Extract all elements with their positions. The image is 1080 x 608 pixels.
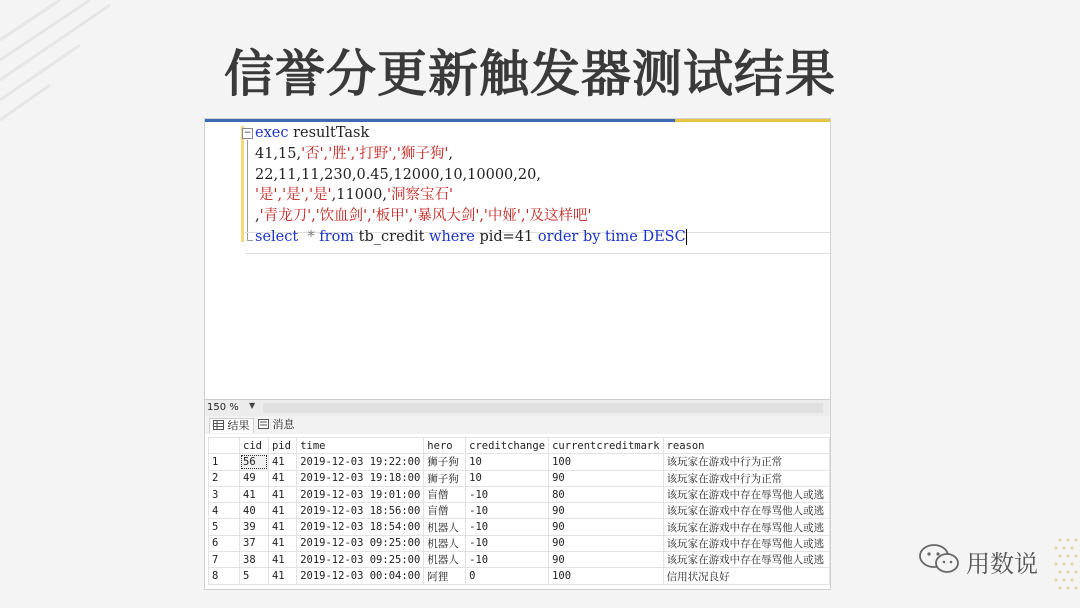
tab-messages-label: 消息 — [272, 418, 295, 431]
tab-results-label: 结果 — [227, 419, 250, 432]
code-line[interactable] — [255, 165, 541, 185]
code-token: 41,15, — [255, 145, 302, 162]
code-token: where — [429, 229, 475, 245]
cell-cid[interactable]: 39 — [240, 519, 269, 535]
brand-logo-text: 用数说 — [966, 550, 1038, 578]
cell-pid[interactable]: 41 — [268, 454, 296, 470]
column-header-pid[interactable]: pid — [268, 438, 296, 454]
cell-hero[interactable]: 机器人 — [424, 535, 466, 551]
cell-creditchange[interactable]: -10 — [466, 552, 549, 568]
code-token: pid=41 — [474, 229, 538, 245]
cell-reason[interactable]: 该玩家在游戏中行为正常 — [663, 454, 829, 470]
cell-cid[interactable]: 38 — [240, 552, 269, 568]
cell-pid[interactable]: 41 — [268, 470, 296, 486]
code-token: '青龙刀','饮血剑','板甲','暴风大剑','中娅','及这样吧' — [259, 208, 592, 225]
cell-hero[interactable]: 狮子狗 — [424, 454, 466, 470]
cell-creditchange[interactable]: 10 — [466, 454, 549, 470]
results-tabs — [205, 416, 830, 435]
tab-messages[interactable] — [255, 418, 298, 432]
code-line[interactable] — [255, 123, 369, 143]
cell-reason[interactable]: 该玩家在游戏中存在辱骂他人或逃 — [663, 486, 829, 502]
cell-currentcreditmark[interactable]: 100 — [549, 454, 663, 470]
query-editor[interactable] — [205, 122, 830, 399]
table-row[interactable] — [209, 519, 830, 535]
cell-hero[interactable]: 狮子狗 — [424, 470, 466, 486]
cell-reason[interactable]: 该玩家在游戏中行为正常 — [663, 470, 829, 486]
row-number[interactable]: 6 — [209, 535, 240, 551]
cell-creditchange[interactable]: -10 — [466, 519, 549, 535]
code-line[interactable] — [255, 206, 592, 226]
code-token: resultTask — [288, 125, 370, 141]
changed-lines-marker — [241, 126, 244, 242]
cell-cid[interactable]: 49 — [240, 470, 269, 486]
results-grid-area — [205, 434, 830, 589]
cell-reason[interactable]: 该玩家在游戏中存在辱骂他人或逃 — [663, 503, 829, 519]
cell-creditchange[interactable]: -10 — [466, 486, 549, 502]
zoom-dropdown-icon[interactable]: ▼ — [249, 401, 256, 410]
code-token: time — [600, 229, 643, 245]
code-token: exec — [255, 125, 289, 141]
cell-reason[interactable]: 该玩家在游戏中存在辱骂他人或逃 — [663, 535, 829, 551]
table-row[interactable] — [209, 535, 830, 551]
code-token: , — [448, 145, 453, 162]
code-token: '洞察宝石' — [387, 187, 453, 204]
row-number[interactable]: 7 — [209, 552, 240, 568]
column-header-hero[interactable]: hero — [424, 438, 466, 454]
column-header-creditchange[interactable]: creditchange — [466, 438, 549, 454]
table-row[interactable] — [209, 568, 830, 584]
code-line[interactable] — [255, 185, 453, 205]
sql-query-window — [204, 118, 831, 590]
cell-time[interactable]: 2019-12-03 19:01:00 — [297, 486, 424, 502]
cell-creditchange[interactable]: 10 — [466, 470, 549, 486]
cell-pid[interactable]: 41 — [268, 503, 296, 519]
cell-creditchange[interactable]: -10 — [466, 503, 549, 519]
cell-cid[interactable]: 41 — [240, 486, 269, 502]
code-token: '否','胜','打野','狮子狗' — [301, 145, 449, 162]
slide-title: 信誉分更新触发器测试结果 — [224, 45, 836, 103]
table-row[interactable] — [209, 486, 830, 502]
cell-pid[interactable]: 41 — [268, 519, 296, 535]
cell-time[interactable]: 2019-12-03 19:18:00 — [297, 470, 424, 486]
cell-hero[interactable]: 机器人 — [424, 552, 466, 568]
code-token: select — [255, 229, 299, 245]
zoom-level[interactable]: 150 % — [207, 402, 239, 413]
cell-cid[interactable]: 37 — [240, 535, 269, 551]
row-number[interactable]: 4 — [209, 503, 240, 519]
row-number[interactable]: 8 — [209, 568, 240, 584]
column-header-cid[interactable]: cid — [240, 438, 269, 454]
collapse-toggle-icon[interactable]: − — [243, 128, 252, 138]
horizontal-scrollbar[interactable] — [263, 403, 823, 413]
cell-hero[interactable]: 机器人 — [424, 519, 466, 535]
cell-pid[interactable]: 41 — [268, 535, 296, 551]
table-row[interactable] — [209, 470, 830, 486]
column-header-reason[interactable]: reason — [663, 438, 829, 454]
outline-line — [247, 140, 249, 240]
column-header-time[interactable]: time — [297, 438, 424, 454]
code-token: order by — [537, 229, 601, 245]
zoom-bar — [205, 399, 830, 416]
code-token: , — [255, 208, 260, 225]
code-token: * — [298, 229, 320, 245]
code-line[interactable] — [255, 144, 453, 164]
table-row[interactable] — [209, 454, 830, 470]
cell-currentcreditmark[interactable]: 100 — [549, 568, 663, 584]
code-token: ,11000, — [331, 187, 387, 204]
table-row[interactable] — [209, 552, 830, 568]
cell-reason[interactable]: 该玩家在游戏中存在辱骂他人或逃 — [663, 519, 829, 535]
row-number[interactable]: 2 — [209, 470, 240, 486]
cell-time[interactable]: 2019-12-03 00:04:00 — [297, 568, 424, 584]
cell-currentcreditmark[interactable]: 90 — [549, 503, 663, 519]
grid-body — [209, 454, 830, 584]
cell-creditchange[interactable]: 0 — [466, 568, 549, 584]
tab-results[interactable] — [209, 418, 254, 433]
cell-reason[interactable]: 该玩家在游戏中存在辱骂他人或逃 — [663, 552, 829, 568]
cell-currentcreditmark[interactable]: 90 — [549, 552, 663, 568]
cell-time[interactable]: 2019-12-03 18:56:00 — [297, 503, 424, 519]
cell-time[interactable]: 2019-12-03 19:22:00 — [297, 454, 424, 470]
cell-currentcreditmark[interactable]: 90 — [549, 470, 663, 486]
code-token: DESC — [642, 229, 686, 245]
cell-pid[interactable]: 41 — [268, 486, 296, 502]
code-token: '是','是','是' — [255, 187, 332, 204]
row-number[interactable]: 3 — [209, 486, 240, 502]
cell-cid[interactable]: 40 — [240, 503, 269, 519]
row-number[interactable]: 5 — [209, 519, 240, 535]
row-number-header[interactable] — [209, 438, 240, 454]
cell-creditchange[interactable]: -10 — [466, 535, 549, 551]
cell-cid[interactable]: 56 — [240, 454, 269, 470]
cell-currentcreditmark[interactable]: 90 — [549, 535, 663, 551]
cell-currentcreditmark[interactable]: 80 — [549, 486, 663, 502]
cell-pid[interactable]: 41 — [268, 552, 296, 568]
cell-time[interactable]: 2019-12-03 18:54:00 — [297, 519, 424, 535]
code-token: tb_credit — [354, 229, 430, 245]
cell-hero[interactable]: 阿狸 — [424, 568, 466, 584]
cell-hero[interactable]: 盲僧 — [424, 486, 466, 502]
grid-icon — [213, 420, 224, 430]
table-row[interactable] — [209, 503, 830, 519]
text-caret — [686, 229, 687, 245]
cell-time[interactable]: 2019-12-03 09:25:00 — [297, 535, 424, 551]
cell-pid[interactable]: 41 — [268, 568, 296, 584]
code-token: 22,11,11,230,0.45,12000,10,10000,20, — [255, 166, 541, 183]
grid-header-row — [209, 438, 830, 454]
code-token: from — [319, 229, 355, 245]
column-header-currentcreditmark[interactable]: currentcreditmark — [549, 438, 663, 454]
message-icon — [258, 419, 269, 429]
row-number[interactable]: 1 — [209, 454, 240, 470]
cell-reason[interactable]: 信用状况良好 — [663, 568, 829, 584]
cell-currentcreditmark[interactable]: 90 — [549, 519, 663, 535]
cell-hero[interactable]: 盲僧 — [424, 503, 466, 519]
code-line[interactable] — [255, 227, 687, 247]
cell-time[interactable]: 2019-12-03 09:25:00 — [297, 552, 424, 568]
results-grid — [208, 437, 830, 585]
cell-cid[interactable]: 5 — [240, 568, 269, 584]
